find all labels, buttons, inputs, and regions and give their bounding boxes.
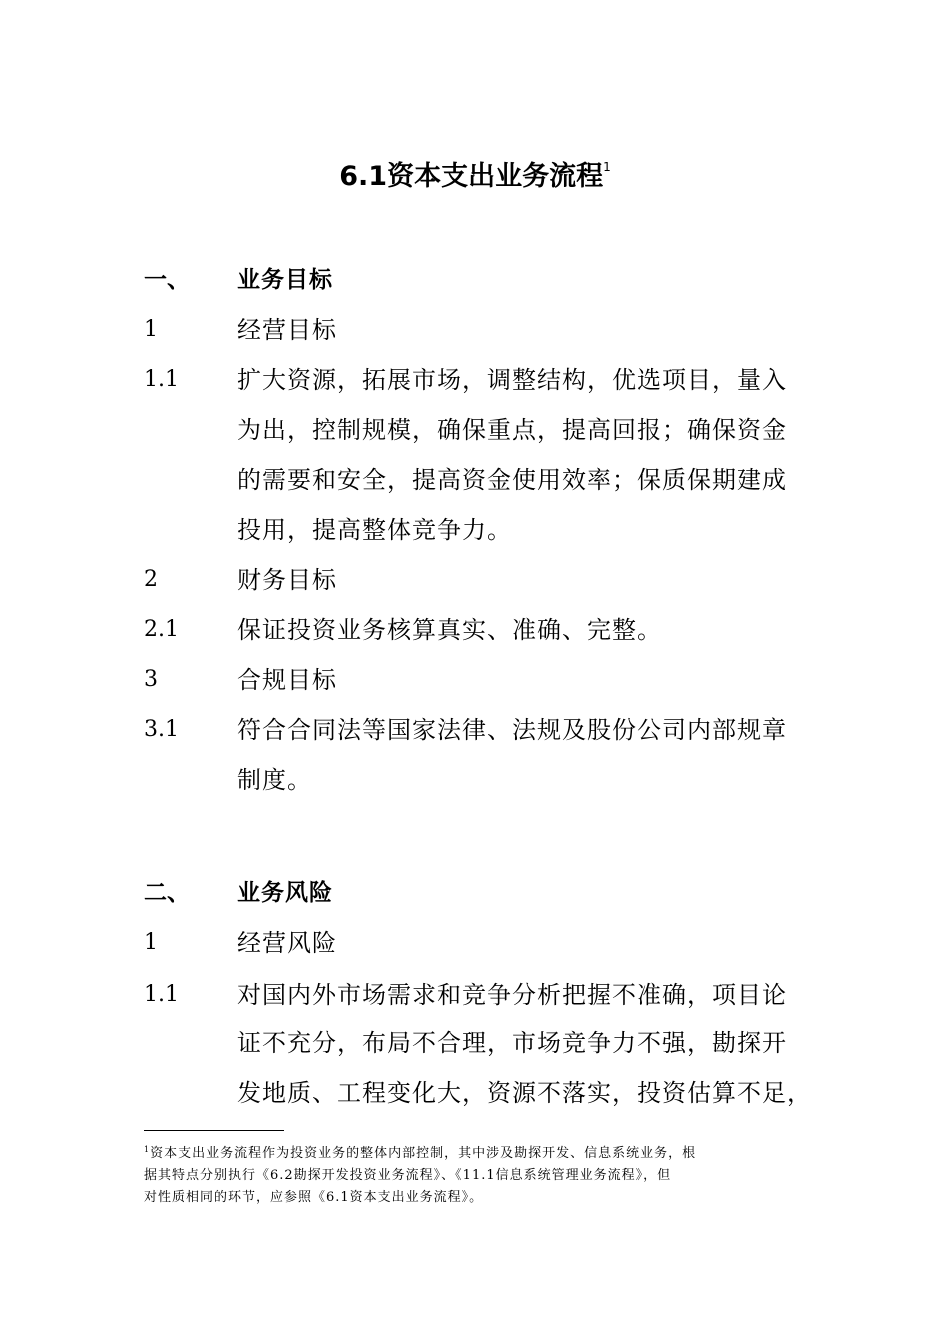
item-text: 经营目标 (237, 316, 337, 344)
item-text: 保证投资业务核算真实、准确、完整。 (237, 616, 662, 644)
footnote-line: 对性质相同的环节，应参照《6.1资本支出业务流程》。 (144, 1190, 484, 1205)
item-text-line: 投用，提高整体竞争力。 (237, 516, 512, 544)
item-text-line: 为出，控制规模，确保重点，提高回报；确保资金 (237, 416, 787, 444)
section-number: 一、 (144, 267, 190, 293)
item-number: 3.1 (144, 717, 179, 742)
title-footnote-mark: 1 (603, 160, 611, 174)
item-text-line: 对国内外市场需求和竞争分析把握不准确，项目论 (237, 981, 787, 1009)
footnote (144, 1139, 814, 1209)
footnote-mark: 1 (144, 1145, 151, 1154)
item-number: 1.1 (144, 982, 179, 1007)
title-text: 6.1资本支出业务流程 (339, 161, 604, 192)
item-number: 1 (144, 317, 158, 342)
footnote-text: 资本支出业务流程作为投资业务的整体内部控制，其中涉及勘探开发、信息系统业务，根 (150, 1146, 697, 1161)
item-text-line: 制度。 (237, 766, 312, 794)
item-text-line: 的需要和安全，提高资金使用效率；保质保期建成 (237, 466, 787, 494)
item-number: 3 (144, 667, 158, 692)
item-number: 1.1 (144, 367, 179, 392)
item-text-line: 符合合同法等国家法律、法规及股份公司内部规章 (237, 716, 787, 744)
item-text: 财务目标 (237, 566, 337, 594)
section-number: 二、 (144, 880, 190, 906)
footnote-divider (144, 1130, 284, 1131)
section-title: 业务目标 (237, 267, 333, 293)
footnote-line (144, 1139, 814, 1165)
item-text: 经营风险 (237, 929, 337, 957)
item-text-line: 扩大资源，拓展市场，调整结构，优选项目，量入 (237, 366, 787, 394)
item-number: 2 (144, 567, 158, 592)
item-text-line: 发地质、工程变化大，资源不落实，投资估算不足， (237, 1079, 812, 1107)
item-text: 合规目标 (237, 666, 337, 694)
footnote-line: 据其特点分别执行《6.2勘探开发投资业务流程》、《11.1信息系统管理业务流程》，但 (144, 1168, 672, 1183)
item-text-line: 证不充分，布局不合理，市场竞争力不强，勘探开 (237, 1029, 787, 1057)
item-number: 2.1 (144, 617, 179, 642)
section-title: 业务风险 (237, 880, 333, 906)
item-number: 1 (144, 930, 158, 955)
page-title (0, 147, 950, 197)
